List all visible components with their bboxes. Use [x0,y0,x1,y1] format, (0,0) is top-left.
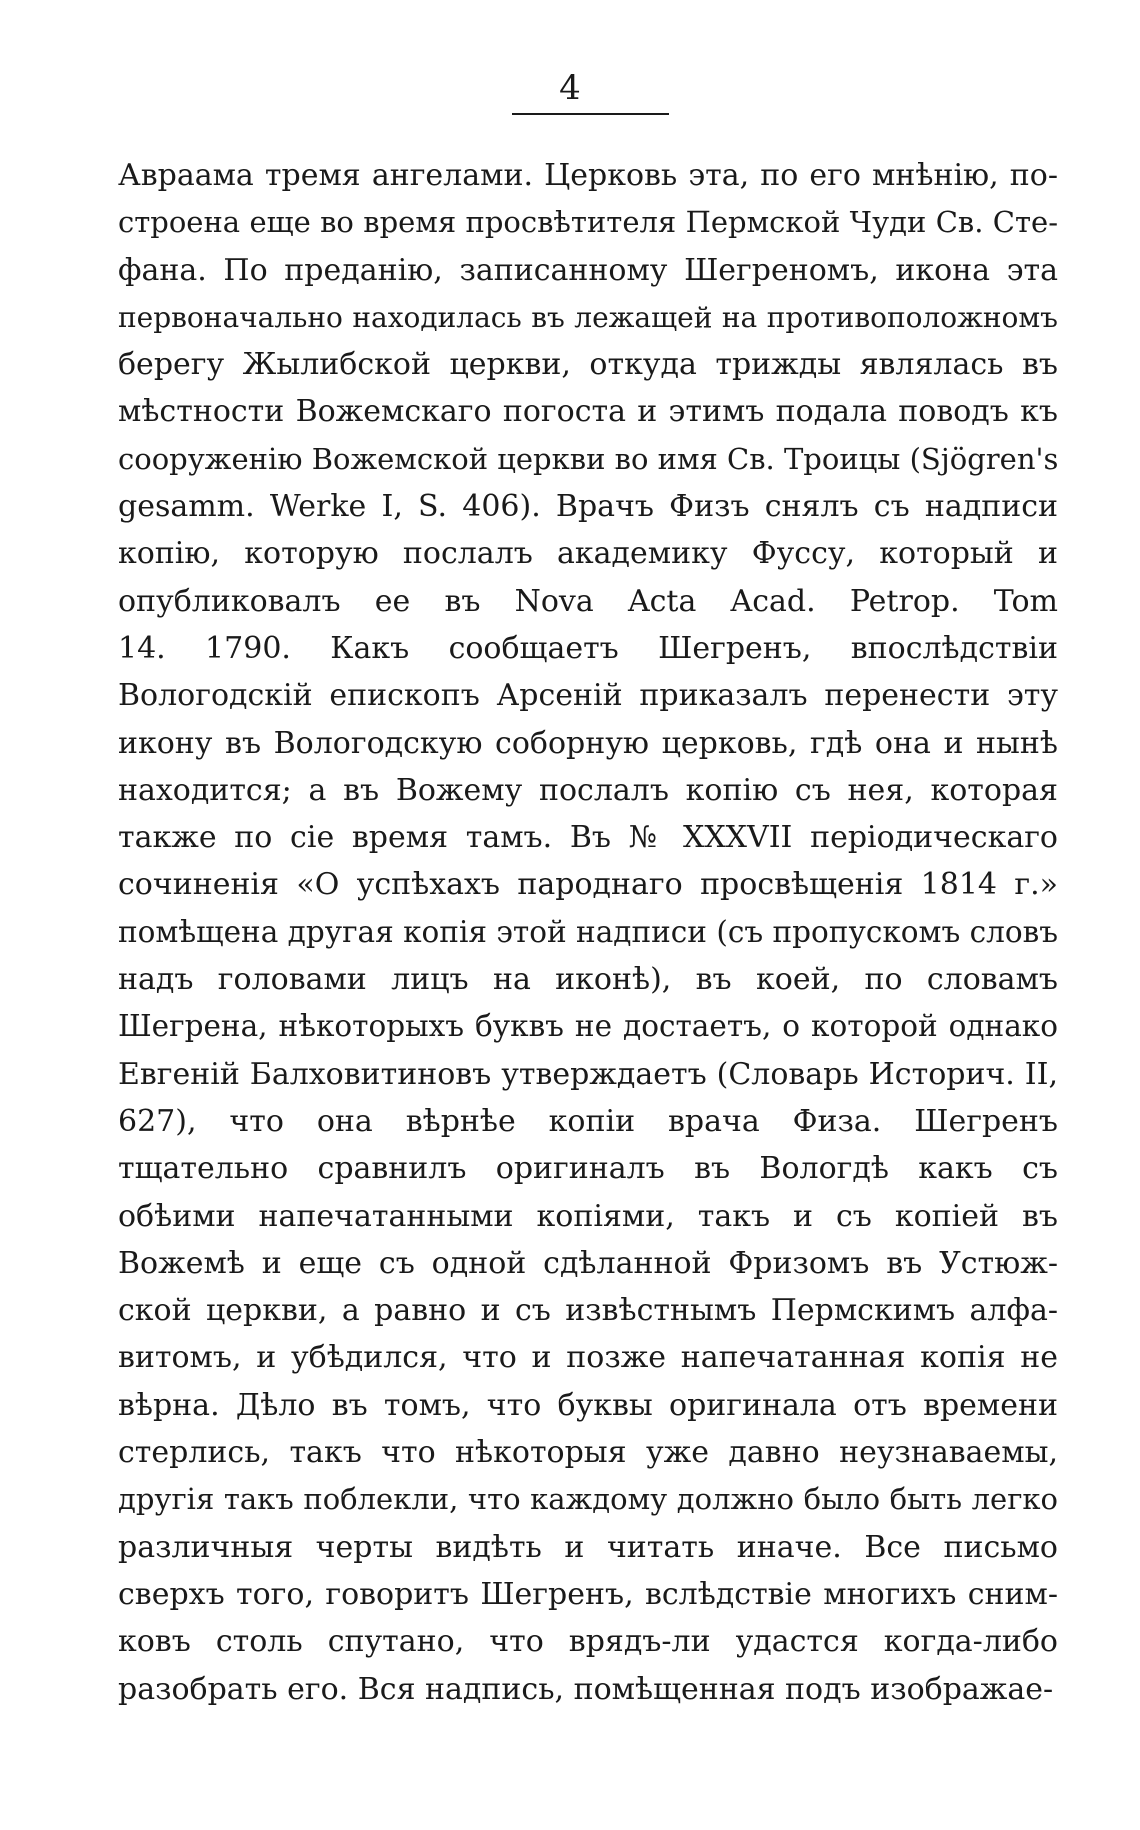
text-line: Вологодскій епископъ Арсеній приказалъ перенести эту [118,678,1058,714]
text-line: копію, которую послалъ академику Фуссу, который и [118,536,1058,572]
text-line: берегу Жылибской церкви, откуда трижды являлась въ [118,347,1058,383]
text-line: помѣщена другая копія этой надписи (съ пропускомъ словъ [118,914,1059,949]
body-text [118,152,1058,1713]
text-line: сооруженію Вожемской церкви во имя Св. Троицы (Sjögren's [118,441,1059,476]
text-line: стерлись, такъ что нѣкоторыя уже давно неузнаваемы, [118,1435,1058,1471]
text-line: строена еще во время просвѣтителя Пермской Чуди Св. Сте- [118,205,1058,240]
text-line: икону въ Вологодскую соборную церковь, гдѣ она и нынѣ [118,725,1058,761]
text-line: Евгеній Балховитиновъ утверждаетъ (Словарь Историч. II, [118,1056,1058,1092]
text-line: Вожемѣ и еще съ одной сдѣланной Фризомъ въ Устюж- [118,1245,1058,1281]
text-line: опубликовалъ ее въ Nova Acta Acad. Petrop. Tom [118,583,1058,619]
text-line: Шегрена, нѣкоторыхъ буквъ не достаетъ, о которой однако [118,1009,1058,1044]
text-line: ковъ столь спутано, что врядъ-ли удастся когда-либо [118,1624,1058,1660]
text-line: сверхъ того, говоритъ Шегренъ, вслѣдствіе многихъ сним- [118,1576,1058,1612]
text-line: gesamm. Werke I, S. 406). Врачъ Физъ снялъ съ надписи [118,489,1058,525]
text-line: ской церкви, а равно и съ извѣстнымъ Пермскимъ алфа- [118,1293,1058,1329]
text-line: также по сіе время тамъ. Въ № XXXVII періодическаго [118,820,1058,856]
text-line: другія такъ поблекли, что каждому должно было быть легко [118,1482,1058,1517]
text-line: обѣими напечатанными копіями, такъ и съ копіей въ [118,1198,1058,1234]
text-line: фана. По преданію, записанному Шегреномъ, икона эта [118,252,1058,288]
text-line: первоначально находилась въ лежащей на противоположномъ [118,300,1058,334]
text-line: вѣрна. Дѣло въ томъ, что буквы оригинала отъ времени [118,1387,1058,1423]
text-line: мѣстности Вожемскаго погоста и этимъ подала поводъ къ [118,394,1058,430]
text-line: Авраама тремя ангелами. Церковь эта, по его мнѣнію, по- [118,158,1058,193]
text-line: 14. 1790. Какъ сообщаетъ Шегренъ, впослѣдствіи [118,630,1058,666]
text-line: надъ головами лицъ на иконѣ), въ коей, по словамъ [118,962,1058,998]
text-line: витомъ, и убѣдился, что и позже напечатанная копія не [118,1340,1058,1376]
text-line: тщательно сравнилъ оригиналъ въ Вологдѣ какъ съ [118,1151,1058,1187]
header-rule [512,113,669,115]
text-line: разобрать его. Вся надпись, помѣщенная подъ изображае- [118,1671,1054,1707]
text-line: 627), что она вѣрнѣе копіи врача Физа. Шегренъ [118,1103,1058,1139]
text-line: сочиненія «О успѣхахъ пароднаго просвѣщенія 1814 г.» [118,867,1058,903]
text-line: находится; а въ Вожему послалъ копію съ нея, которая [118,772,1058,808]
text-line: различныя черты видѣть и читать иначе. Все письмо [118,1529,1058,1565]
page-number: 4 [559,68,581,108]
